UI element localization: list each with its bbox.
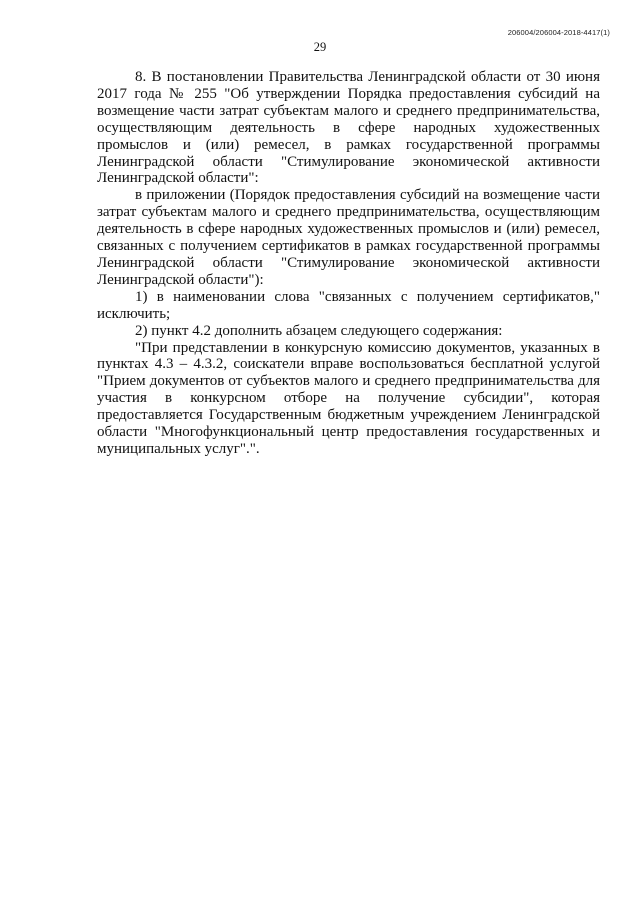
paragraph-subitem-2: 2) пункт 4.2 дополнить абзацем следующего содержания: bbox=[135, 322, 503, 339]
paragraph-quoted-text: "При представлении в конкурсную комиссию документов, указанных в пунктах 4.3 – 4.3.2, соискатели вправе воспользоваться бесплатной услугой "Прием документов от субъектов малого и среднего предпринимательства для участия в конкурсном отборе на получение субсидии", которая предоставляется Государственным бюджетным учреждением Ленинградской области "Многофункциональный центр предоставления государственных и муниципальных услуг".". bbox=[97, 339, 600, 457]
document-code: 206004/206004-2018-4417(1) bbox=[507, 28, 610, 37]
paragraph-subitem-1: 1) в наименовании слова "связанных с получением сертификатов," исключить; bbox=[97, 288, 600, 322]
page-number: 29 bbox=[313, 40, 327, 54]
paragraph-item-8: 8. В постановлении Правительства Ленинградской области от 30 июня 2017 года № 255 "Об утверждении Порядка предоставления субсидий на возмещение части затрат субъектам малого и среднего предпринимательства, осуществляющим деятельность в сфере народных художественных промыслов и (или) ремесел, в рамках государственной программы Ленинградской области "Стимулирование экономической активности Ленинградской области": bbox=[97, 69, 600, 187]
paragraph-appendix: в приложении (Порядок предоставления субсидий на возмещение части затрат субъектам малого и среднего предпринимательства, осуществляющим деятельность в сфере народных художественных промыслов и (или) ремесел, связанных с получением сертификатов в рамках государственной программы Ленинградской области "Стимулирование экономической активности Ленинградской области"): bbox=[97, 187, 600, 288]
document-body bbox=[97, 69, 600, 458]
